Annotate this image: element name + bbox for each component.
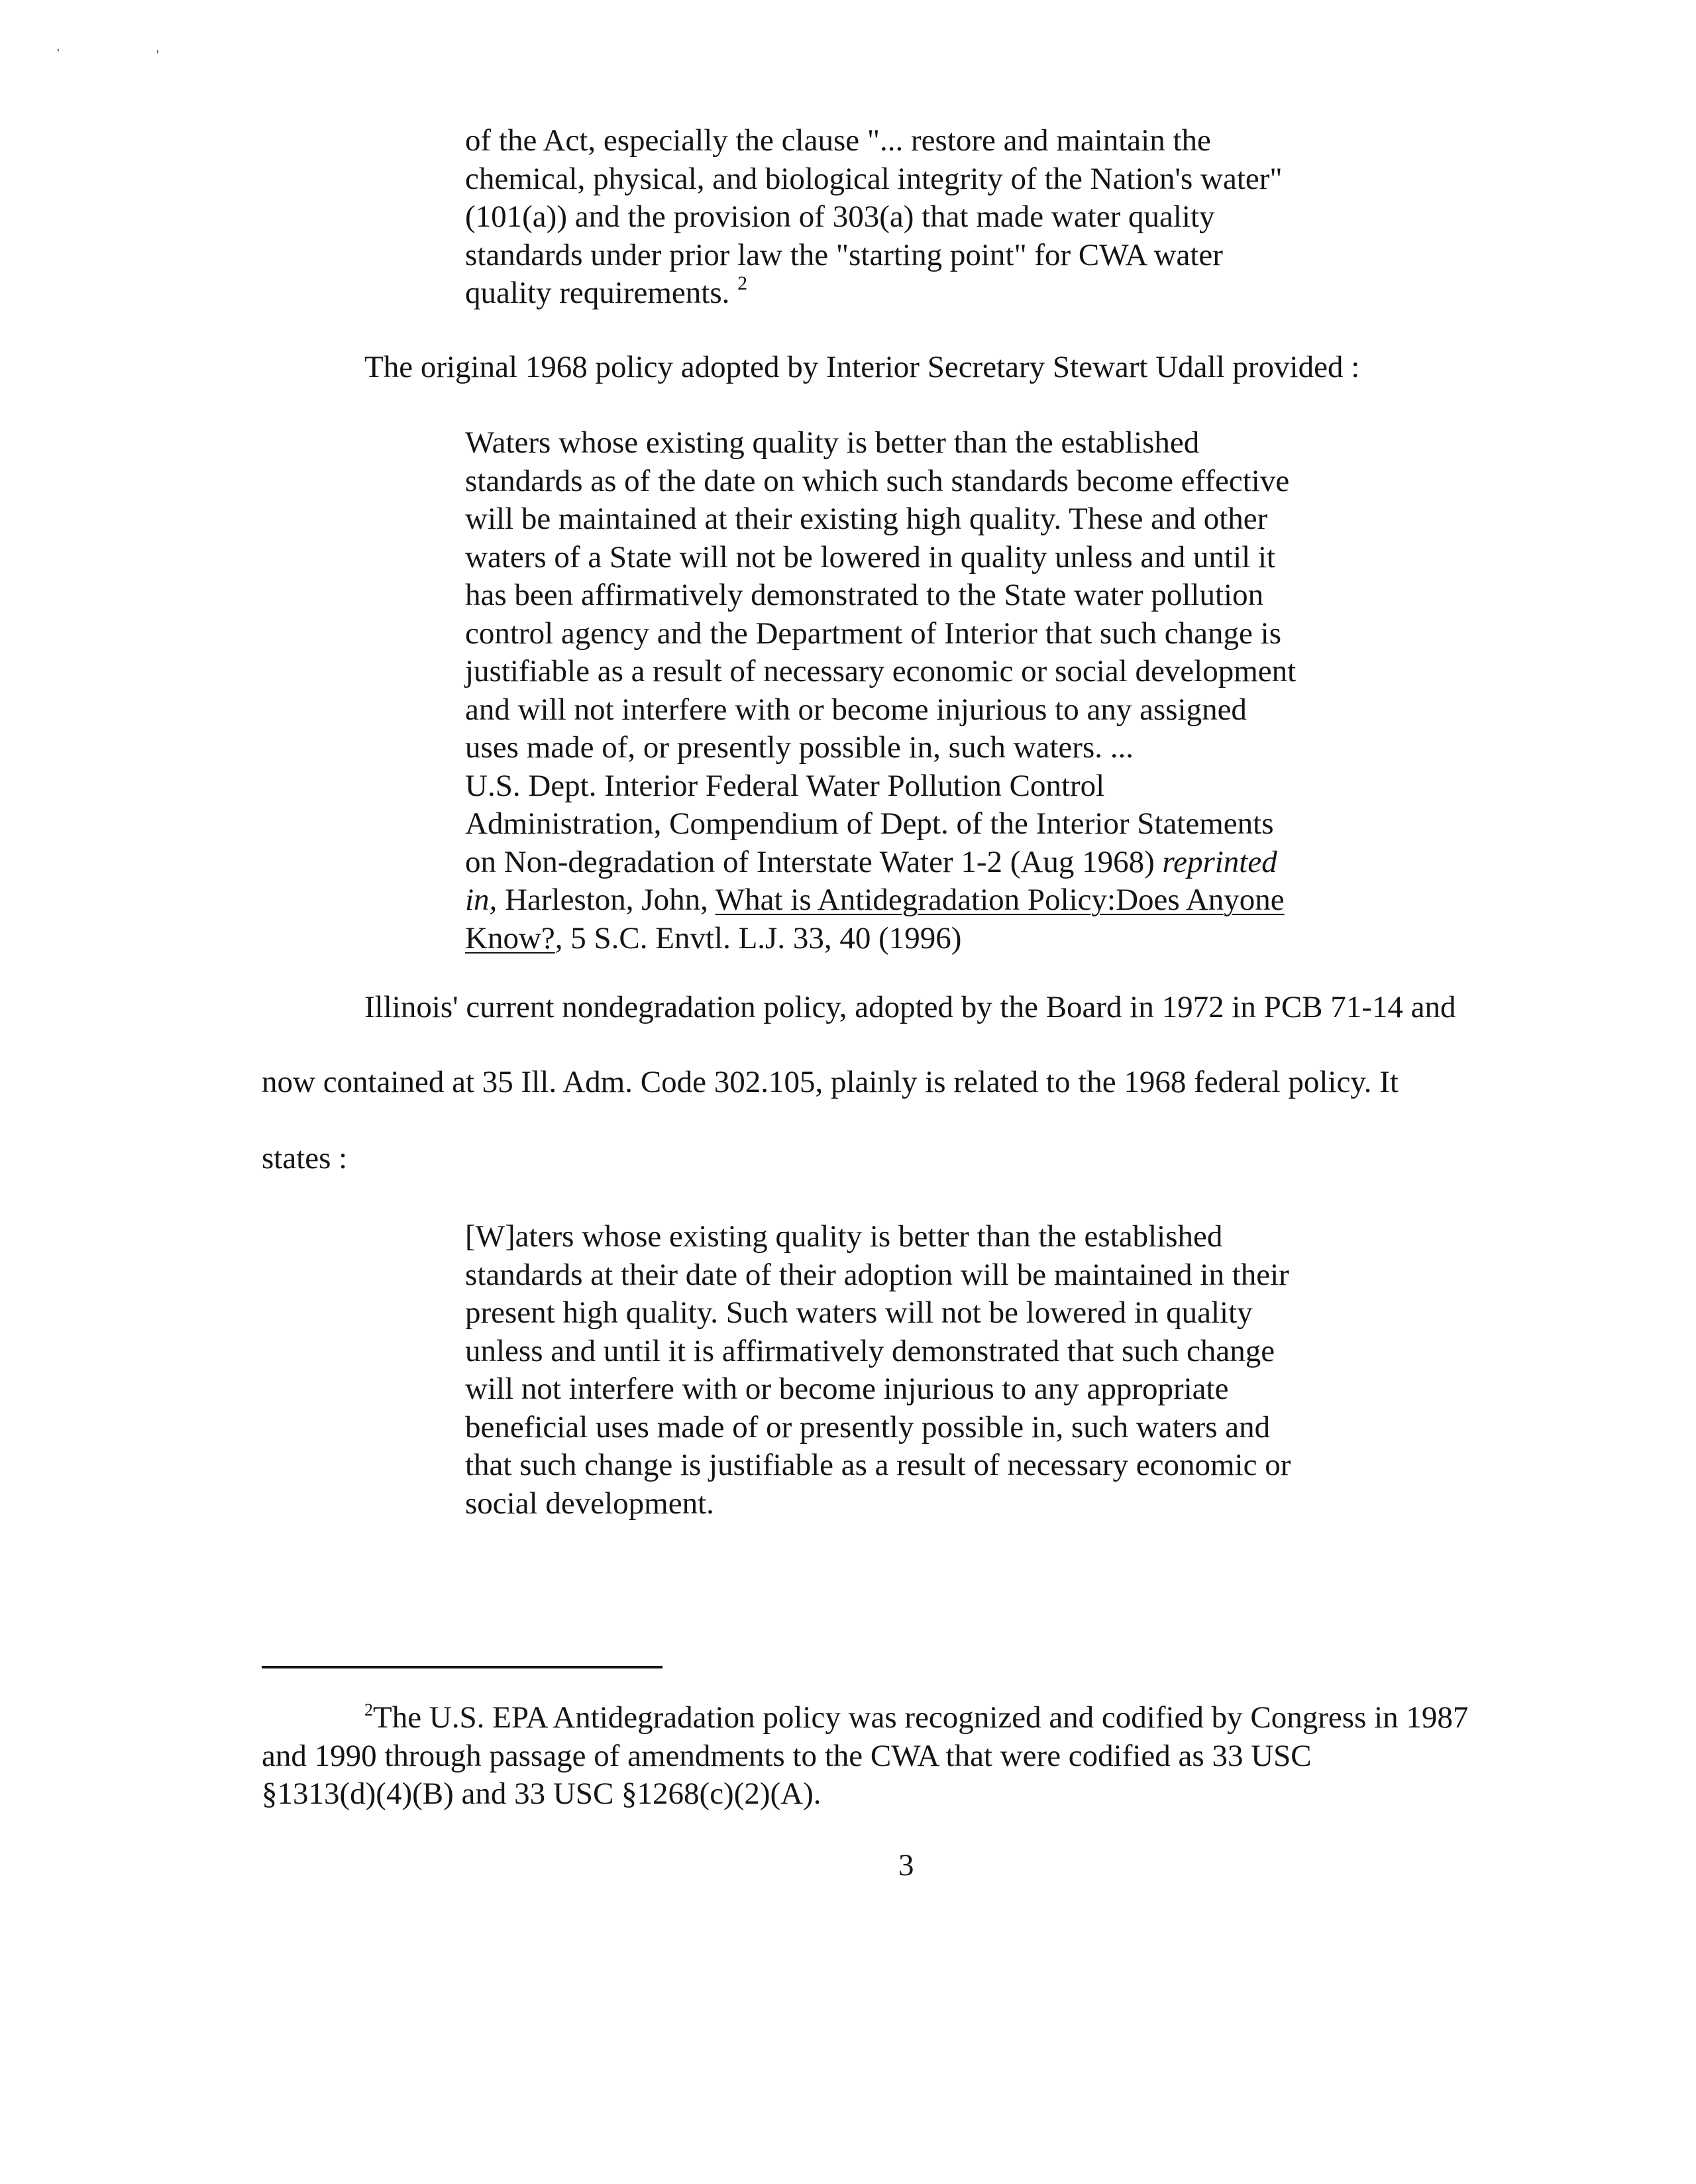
scan-mark: ' xyxy=(156,48,159,62)
quote-line: control agency and the Department of Interior that such change is xyxy=(465,616,1281,651)
paragraph-text: now contained at 35 Ill. Adm. Code 302.105, plainly is related to the 1968 federal policy. It xyxy=(262,1065,1399,1099)
citation-signal-reprinted: reprinted xyxy=(1162,844,1277,879)
quote-line: unless and until it is affirmatively demonstrated that such change xyxy=(465,1333,1275,1368)
paragraph-illinois-policy-line xyxy=(262,1140,347,1178)
citation-line: Administration, Compendium of Dept. of the Interior Statements xyxy=(465,806,1274,841)
quote-line: standards under prior law the "starting point" for CWA water xyxy=(465,237,1223,272)
footnote-separator xyxy=(262,1666,662,1668)
quote-text: quality requirements. xyxy=(465,276,730,310)
paragraph-text: The original 1968 policy adopted by Interior Secretary Stewart Udall provided : xyxy=(364,350,1360,384)
page-number: 3 xyxy=(898,1848,914,1883)
footnote-marker: 2 xyxy=(364,1700,373,1720)
citation-article-title: What is Antidegradation Policy:Does Anyone xyxy=(715,883,1285,917)
footnote-reference: 2 xyxy=(737,272,748,294)
quote-line: present high quality. Such waters will not be lowered in quality xyxy=(465,1295,1253,1330)
quote-line: social development. xyxy=(465,1486,714,1521)
paragraph-text: states : xyxy=(262,1141,348,1175)
quote-line: [W]aters whose existing quality is better than the established xyxy=(465,1219,1223,1254)
footnote xyxy=(262,1699,1468,1814)
block-quote-1968-policy xyxy=(465,424,1296,957)
quote-line: has been affirmatively demonstrated to the State water pollution xyxy=(465,578,1264,612)
citation-text: on Non-degradation of Interstate Water 1-2 (Aug 1968) xyxy=(465,844,1155,879)
footnote-line: §1313(d)(4)(B) and 33 USC §1268(c)(2)(A). xyxy=(262,1776,822,1811)
footnote-text: The U.S. EPA Antidegradation policy was recognized and codified by Congress in 1987 xyxy=(373,1700,1469,1735)
quote-line: uses made of, or presently possible in, such waters. ... xyxy=(465,730,1134,765)
citation-author: Harleston, John, xyxy=(497,883,716,917)
citation-line: U.S. Dept. Interior Federal Water Pollution Control xyxy=(465,768,1105,803)
quote-line: standards as of the date on which such standards become effective xyxy=(465,463,1290,498)
quote-line xyxy=(465,274,1283,313)
quote-line: chemical, physical, and biological integrity of the Nation's water" xyxy=(465,161,1283,196)
quote-line: (101(a)) and the provision of 303(a) that made water quality xyxy=(465,199,1215,234)
citation-source: , 5 S.C. Envtl. L.J. 33, 40 (1996) xyxy=(555,920,962,956)
footnote-line: and 1990 through passage of amendments to the CWA that were codified as 33 USC xyxy=(262,1738,1312,1773)
quote-line: Waters whose existing quality is better than the established xyxy=(465,425,1200,460)
scan-mark: ' xyxy=(57,46,60,61)
quote-line: standards at their date of their adoption will be maintained in their xyxy=(465,1257,1289,1292)
block-quote-intro xyxy=(465,122,1283,313)
paragraph-text: Illinois' current nondegradation policy, adopted by the Board in 1972 in PCB 71-14 and xyxy=(364,990,1456,1024)
citation-article-title: Know? xyxy=(465,920,555,956)
quote-line: waters of a State will not be lowered in quality unless and until it xyxy=(465,539,1276,574)
quote-line: will not interfere with or become injurious to any appropriate xyxy=(465,1372,1229,1406)
paragraph-1968-policy xyxy=(364,349,1359,387)
citation-line xyxy=(465,844,1296,882)
quote-line: of the Act, especially the clause "... restore and maintain the xyxy=(465,123,1211,158)
quote-line: will be maintained at their existing high quality. These and other xyxy=(465,502,1268,536)
quote-line: and will not interfere with or become injurious to any assigned xyxy=(465,692,1247,727)
footnote-line xyxy=(262,1699,1468,1737)
block-quote-illinois-regulation xyxy=(465,1218,1291,1523)
quote-line: beneficial uses made of or presently possible in, such waters and xyxy=(465,1409,1271,1445)
quote-line: that such change is justifiable as a result of necessary economic or xyxy=(465,1448,1291,1482)
citation-line xyxy=(465,881,1296,920)
quote-line: justifiable as a result of necessary economic or social development xyxy=(465,654,1297,688)
citation-signal-in: in, xyxy=(465,883,498,917)
paragraph-illinois-policy-line xyxy=(364,989,1456,1027)
paragraph-illinois-policy-line xyxy=(262,1064,1399,1102)
citation-line xyxy=(465,920,1296,958)
